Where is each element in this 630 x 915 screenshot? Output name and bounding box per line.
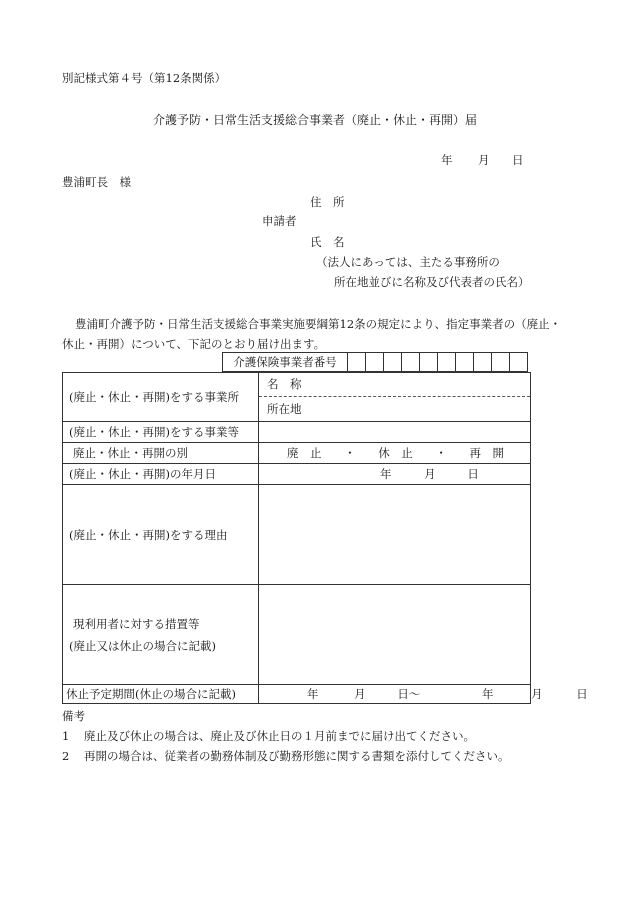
date-year-unit: 年 [380,467,392,481]
applicant-note-line2: 所在地並びに名称及び代表者の氏名） [334,275,530,289]
measures-label-line2: (廃止又は休止の場合に記載) [69,638,216,653]
period-start-day: 日～ [397,687,421,701]
body-text-line1: 豊浦町介護予防・日常生活支援総合事業実施要綱第12条の規定により、指定事業者の（廃止・ [75,317,562,331]
period-start-month: 月 [354,687,366,701]
business-label: (廃止・休止・再開)をする事業等 [63,422,259,443]
office-location-label: 所在地 [267,402,302,416]
ledger-digit-box[interactable] [474,353,492,372]
ledger-digit-box[interactable] [510,353,528,372]
remark-item [62,730,475,744]
type-field[interactable] [259,443,531,464]
body-text-line2: 休止・再開）について、下記のとおり届け出ます。 [62,337,326,351]
type-separator: ・ [344,446,356,460]
date-label: (廃止・休止・再開)の年月日 [63,464,259,485]
date-field[interactable] [259,464,531,485]
type-option-abolish[interactable]: 廃 止 [287,446,322,460]
office-label: (廃止・休止・再開)をする事業所 [63,373,259,422]
ledger-number-label: 介護保険事業者番号 [223,353,348,372]
office-name-label: 名 称 [267,377,302,391]
type-separator: ・ [435,446,447,460]
date-day-unit: 日 [467,467,479,481]
ledger-digit-box[interactable] [402,353,420,372]
office-location-field[interactable] [259,397,530,421]
period-end-day: 日 [576,687,588,701]
date-month: 月 [478,153,490,167]
document-title: 介護予防・日常生活支援総合事業者（廃止・休止・再開）届 [152,113,477,127]
ledger-digit-box[interactable] [384,353,402,372]
type-label: 廃止・休止・再開の別 [63,443,259,464]
ledger-digit-box[interactable] [366,353,384,372]
ledger-digit-box[interactable] [438,353,456,372]
remark-number: 1 [62,729,70,743]
type-option-resume[interactable]: 再 開 [469,446,504,460]
date-day: 日 [512,153,524,167]
address-label: 住 所 [310,195,345,209]
type-option-suspend[interactable]: 休 止 [378,446,413,460]
measures-field[interactable] [259,585,531,685]
reason-field[interactable] [259,485,531,585]
ledger-digit-box[interactable] [492,353,510,372]
period-end-month: 月 [531,687,543,701]
date-month-unit: 月 [424,467,436,481]
reason-label: (廃止・休止・再開)をする理由 [63,485,259,585]
applicant-note-line1: （法人にあっては、主たる事務所の [316,255,500,269]
applicant-label: 申請者 [262,214,297,228]
period-field[interactable] [259,685,588,704]
remark-item [62,750,510,764]
measures-label-line1: 現利用者に対する措置等 [73,616,200,631]
period-start-year: 年 [307,687,319,701]
remarks-heading: 備考 [62,709,85,723]
form-reference: 別記様式第４号（第12条関係） [62,71,227,85]
ledger-digit-box[interactable] [420,353,438,372]
addressee: 豊浦町長 様 [62,175,131,189]
business-field[interactable] [259,422,531,443]
ledger-number-table [222,352,528,372]
period-end-year: 年 [481,687,494,701]
remark-number: 2 [62,749,70,763]
ledger-digit-box[interactable] [348,353,366,372]
ledger-digit-box[interactable] [456,353,474,372]
name-label: 氏 名 [310,235,345,249]
main-form-table [62,372,588,704]
remark-text: 再開の場合は、従業者の勤務体制及び勤務形態に関する書類を添付してください。 [84,749,510,763]
period-label: 休止予定期間(休止の場合に記載) [63,685,259,704]
date-year: 年 [441,153,453,167]
office-name-field[interactable] [259,373,530,397]
remark-text: 廃止及び休止の場合は、廃止及び休止日の１月前までに届け出てください。 [84,729,475,743]
